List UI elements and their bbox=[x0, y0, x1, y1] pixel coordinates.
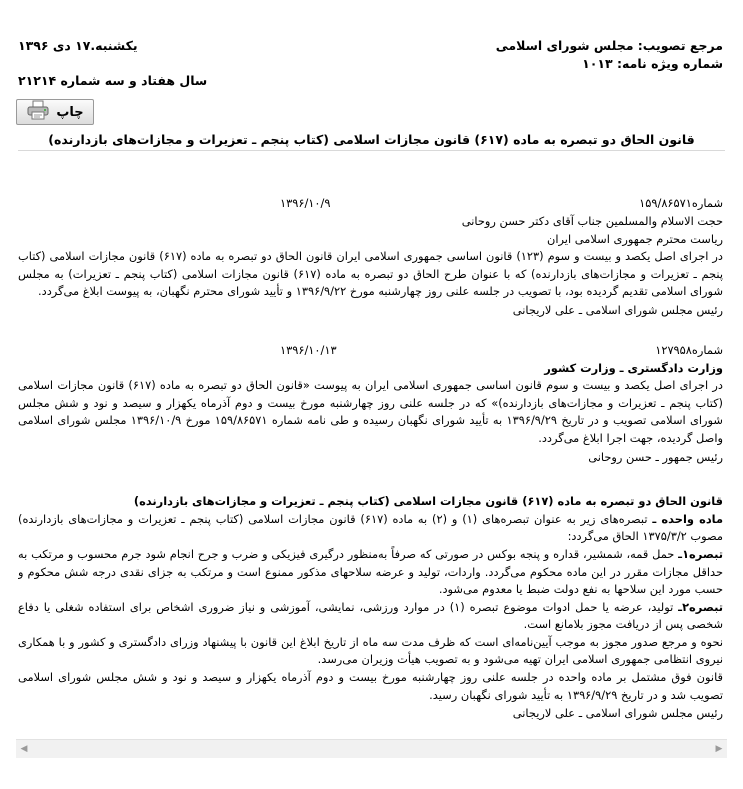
letter1-date: ۱۳۹۶/۱۰/۹ bbox=[280, 196, 331, 210]
year-issue-number: سال هفتاد و سه شماره ۲۱۲۱۴ bbox=[18, 73, 208, 88]
scroll-right-arrow-icon[interactable]: ▶ bbox=[715, 744, 723, 754]
letter2-number-row bbox=[18, 342, 723, 360]
single-article bbox=[18, 511, 723, 546]
scroll-left-arrow-icon[interactable]: ◀ bbox=[20, 744, 28, 754]
print-button-label: چاپ bbox=[56, 104, 84, 120]
law-signature: رئیس مجلس شورای اسلامی ـ علی لاریجانی bbox=[512, 706, 723, 721]
special-issue-number: شماره ویژه نامه: ۱۰۱۳ bbox=[582, 56, 723, 71]
header-approval-block bbox=[496, 37, 723, 73]
approval-reference: مرجع تصویب: مجلس شورای اسلامی bbox=[495, 38, 723, 53]
single-article-label: ماده واحده ـ bbox=[652, 511, 723, 526]
law-paragraph-3: نحوه و مرجع صدور مجوز به موجب آیین‌نامه‌ای است که ظرف مدت سه ماه از تاریخ ابلاغ این قانون با پیشنهاد وزرای دادگستری و کشور و با همکاری نیروی انتظامی جمهوری اسلامی ایران تهیه می‌شود و به تصویب هیأت وزیران می‌رسد. bbox=[18, 634, 723, 667]
letter1-number: شماره۱۵۹/۸۶۵۷۱ bbox=[639, 196, 723, 210]
letter2-date: ۱۳۹۶/۱۰/۱۳ bbox=[280, 342, 337, 357]
letter1-number-row bbox=[18, 195, 723, 213]
single-article-text: تبصره‌های زیر به عنوان تبصره‌های (۱) و (۲) به ماده (۶۱۷) قانون مجازات اسلامی (کتاب پنجم ـ تعزیرات و مجازات‌های بازدارنده) مصوب ۱۳۷۵/۳/۲ الحاق می‌گردد: bbox=[18, 511, 723, 544]
letter2-signature: رئیس جمهور ـ حسن روحانی bbox=[588, 449, 723, 464]
spacer bbox=[18, 466, 723, 493]
document-title: قانون الحاق دو تبصره به ماده (۶۱۷) قانون مجازات اسلامی (کتاب پنجم ـ تعزیرات و مجازات‌های بازدارنده) bbox=[18, 130, 725, 151]
printer-icon bbox=[26, 100, 50, 124]
letter2-recipient: وزارت دادگستری ـ وزارت کشور bbox=[544, 360, 723, 375]
letter1-body: در اجرای اصل یکصد و بیست و سوم (۱۲۳) قانون اساسی جمهوری اسلامی ایران قانون الحاق دو تبصره به ماده (۶۱۷) قانون مجازات اسلامی (کتاب پنجم ـ تعزیرات و مجازات‌های بازدارنده) که با عنوان طرح الحاق دو تبصره به ماده (۶۱۷) قانون مجازات اسلامی (کتاب پنجم ـ تعزیرات) به مجلس شورای اسلامی تقدیم گردیده بود، با تصویب در جلسه علنی روز چهارشنبه مورخ ۱۳۹۶/۹/۲۲ و تأیید شورای محترم نگهبان، به پیوست ابلاغ می‌گردد. bbox=[18, 249, 723, 299]
horizontal-scrollbar[interactable] bbox=[16, 739, 727, 758]
publication-date: یکشنبه.۱۷ دی ۱۳۹۶ bbox=[18, 38, 138, 53]
letter1-signature: رئیس مجلس شورای اسلامی ـ علی لاریجانی bbox=[512, 302, 723, 317]
letter2-body: در اجرای اصل یکصد و بیست و سوم قانون اساسی جمهوری اسلامی ایران به پیوست «قانون الحاق دو تبصره به ماده (۶۱۷) قانون مجازات اسلامی (کتاب پنجم ـ تعزیرات و مجازات‌های بازدارنده)» که در جلسه علنی روز چهارشنبه مورخ بیست و دوم آذرماه یکهزار و سیصد و نود و شش مجلس شورای اسلامی تصویب و در تاریخ ۱۳۹۶/۹/۲۹ به تأیید شورای نگهبان رسیده و طی نامه شماره ۱۵۹/۸۶۵۷۱ مورخ ۱۳۹۶/۱۰/۹ مجلس شورای اسلامی واصل گردیده، جهت اجرا ابلاغ می‌گردد. bbox=[18, 378, 723, 445]
letter1-recipient-title: ریاست محترم جمهوری اسلامی ایران bbox=[546, 231, 723, 246]
note-1-label: تبصره۱ـ bbox=[678, 546, 723, 561]
law-paragraph-4: قانون فوق مشتمل بر ماده واحده در جلسه علنی روز چهارشنبه مورخ بیست و دوم آذرماه یکهزار و سیصد و نود و شش مجلس شورای اسلامی تصویب شد و در تاریخ ۱۳۹۶/۹/۲۹ به تأیید شورای نگهبان رسید. bbox=[18, 670, 723, 702]
note-1 bbox=[18, 546, 723, 599]
law-title: قانون الحاق دو تبصره به ماده (۶۱۷) قانون مجازات اسلامی (کتاب پنجم ـ تعزیرات و مجازات‌های بازدارنده) bbox=[133, 494, 723, 509]
letter1-recipient-name: حجت الاسلام والمسلمین جناب آقای دکتر حسن روحانی bbox=[461, 214, 723, 228]
note-2 bbox=[18, 599, 723, 634]
print-button[interactable] bbox=[16, 99, 94, 125]
note-1-text: حمل قمه، شمشیر، قداره و پنجه بوکس در صورتی که صرفاً به‌منظور درگیری فیزیکی و ضرب و جرح انجام شود جرم محسوب و مرتکب به حداقل مجازات مقرر در این ماده محکوم می‌گردد. واردات، تولید و عرضه سلاحهای مذکور ممنوع است و مرتکب به جزای نقدی درجه شش محکوم و حسب مورد این سلاحها به نفع دولت ضبط یا معدوم می‌شود. bbox=[18, 546, 723, 597]
note-2-label: تبصره۲ـ bbox=[678, 599, 723, 614]
note-2-text: تولید، عرضه یا حمل ادوات موضوع تبصره (۱) در موارد ورزشی، نمایشی، آموزشی و نیاز ضروری اشخاص برای استفاده شغلی یا دفاع شخصی پس از دریافت مجوز بلامانع است. bbox=[18, 599, 723, 632]
letter2-number: شماره۱۲۷۹۵۸ bbox=[655, 342, 723, 357]
document-body bbox=[18, 195, 723, 745]
spacer bbox=[18, 320, 723, 342]
